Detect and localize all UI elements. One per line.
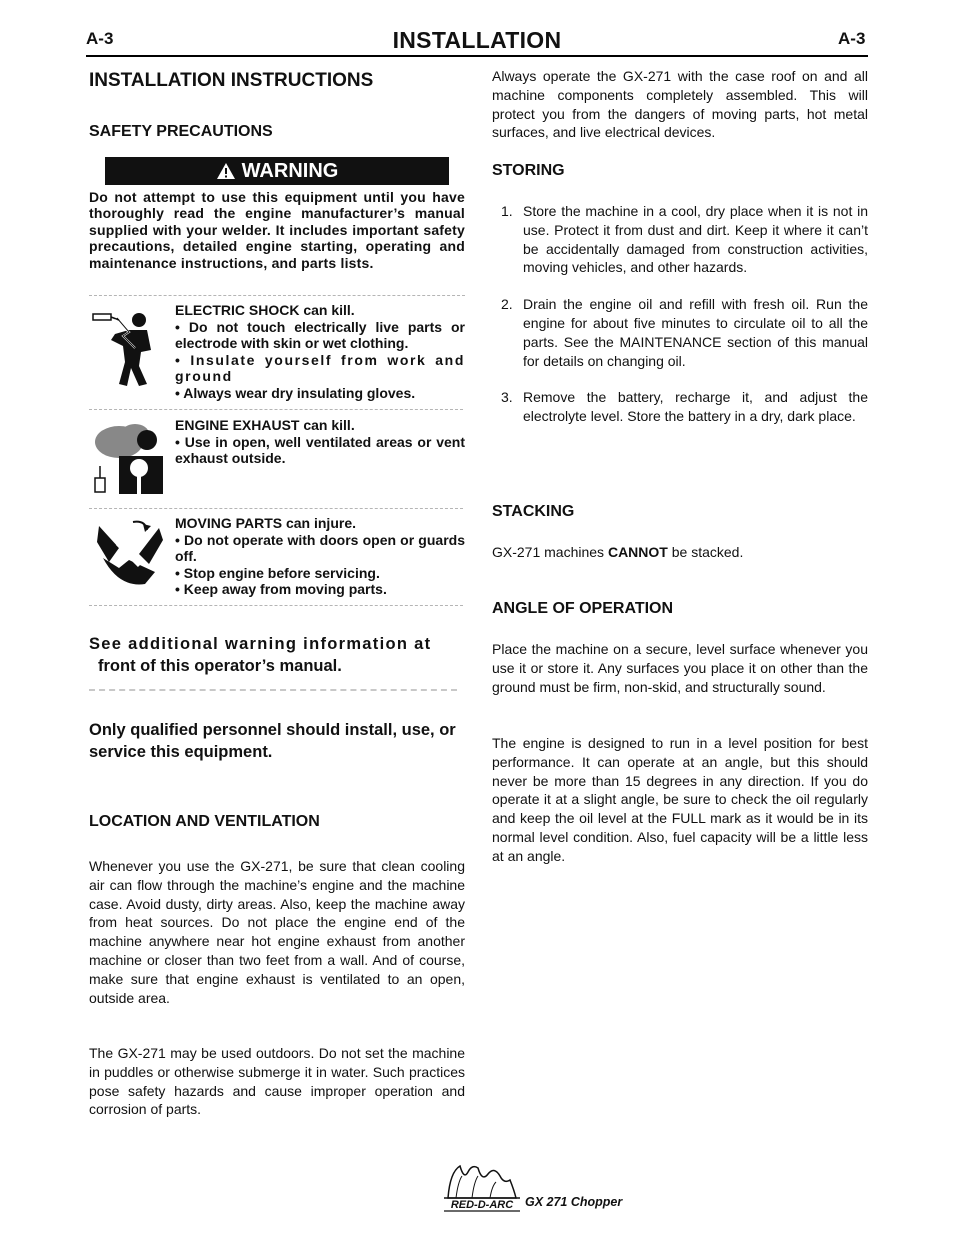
list-text: Remove the battery, recharge it, and adjust the electrolyte level. Store the battery in a dry, dark place. xyxy=(523,389,868,425)
hazard-title: MOVING PARTS can injure. xyxy=(175,515,356,531)
engine-exhaust-icon xyxy=(89,422,169,503)
storing-heading: STORING xyxy=(492,162,565,179)
angle-of-operation-heading: ANGLE OF OPERATION xyxy=(492,600,674,617)
divider xyxy=(89,295,465,296)
stacking-text xyxy=(492,543,868,562)
moving-parts-icon xyxy=(89,518,169,599)
location-paragraph-1: Whenever you use the GX-271, be sure that clean cooling air can flow through the machine’s engine and the machine case. Avoid dusty, dirty areas. Also, keep the machine away from heat sources. Do not place the engine end of the machine anywhere near hot engine exhaust from another machine or closer than two feet from a wall. And of course, make sure that engine exhaust is ventilated to an open, outside area. xyxy=(89,858,465,1006)
warning-label: WARNING xyxy=(241,159,339,182)
list-item xyxy=(492,388,868,426)
footer-model-name: GX 271 Chopper xyxy=(525,1195,623,1209)
hazard-title: ENGINE EXHAUST can kill. xyxy=(175,417,355,433)
location-ventilation-heading: LOCATION AND VENTILATION xyxy=(89,813,320,830)
angle-paragraph-1: Place the machine on a secure, level surface whenever you use it or store it. Any surfaces you place it on other than the ground must be firm, non-skid, and structurally sound. xyxy=(492,641,868,695)
location-paragraph-2: The GX-271 may be used outdoors. Do not set the machine in puddles or otherwise submerge it in water. Such practices pose safety hazards and cause improper operation and corrosion of parts. xyxy=(89,1045,465,1118)
hazard-engine-exhaust xyxy=(175,417,465,467)
hazard-line: • Always wear dry insulating gloves. xyxy=(175,384,416,401)
warning-triangle-icon xyxy=(216,162,236,180)
hazard-line: • Insulate yourself from work and ground xyxy=(175,351,465,384)
list-item xyxy=(492,202,868,277)
hazard-line: • Stop engine before servicing. xyxy=(175,564,380,581)
red-d-arc-logo xyxy=(442,1162,522,1217)
logo-text: RED-D-ARC xyxy=(450,1199,514,1211)
page-number-left: A-3 xyxy=(86,29,114,48)
installation-instructions-heading: INSTALLATION INSTRUCTIONS xyxy=(89,70,374,91)
hazard-line: • Do not touch electrically live parts or electrode with skin or wet clothing. xyxy=(175,318,465,351)
storing-list xyxy=(492,202,868,444)
warning-banner xyxy=(105,157,449,185)
list-text: Drain the engine oil and refill with fresh oil. Run the engine for about five minutes to circulate oil to all the parts. See the MAINTENANCE section of this manual for details on changing oil. xyxy=(523,296,868,369)
hazard-electric-shock xyxy=(175,302,465,401)
see-additional-line-1: See additional warning information at xyxy=(89,635,432,653)
stacking-heading: STACKING xyxy=(492,503,575,520)
list-number: 1. xyxy=(501,203,513,219)
angle-paragraph-2: The engine is designed to run in a level position for best performance. It can operate at an angle, but this should never be more than 15 degrees in any direction. If you do operate it at a slight angle, be sure to check the oil regularly and keep the oil level at the FULL mark as it would be in its normal level condition. Also, fuel capacity will be a little less at an angle. xyxy=(492,735,868,864)
qualified-personnel-note: Only qualified personnel should install, use, or service this equipment. xyxy=(89,721,456,761)
see-additional-line-2: front of this operator’s manual. xyxy=(98,657,342,675)
divider xyxy=(89,689,457,691)
electric-shock-icon xyxy=(89,306,169,395)
hazard-line: • Do not operate with doors open or guards off. xyxy=(175,531,465,564)
hazard-moving-parts xyxy=(175,515,465,598)
hazard-title: ELECTRIC SHOCK can kill. xyxy=(175,302,355,318)
list-item xyxy=(492,295,868,370)
stacking-post: be stacked. xyxy=(667,544,744,560)
section-title: INSTALLATION xyxy=(392,27,562,53)
hazard-line: • Keep away from moving parts. xyxy=(175,581,387,597)
list-number: 2. xyxy=(501,296,513,313)
see-additional-warning xyxy=(89,633,465,677)
divider xyxy=(89,409,463,410)
stacking-bold: CANNOT xyxy=(607,544,668,560)
safety-precautions-heading: SAFETY PRECAUTIONS xyxy=(89,123,273,140)
hazard-line: • Use in open, well ventilated areas or vent exhaust outside. xyxy=(175,433,465,466)
divider xyxy=(89,508,463,509)
stacking-pre: GX-271 machines xyxy=(492,544,608,560)
warning-text: Do not attempt to use this equipment until you have thoroughly read the engine manufacturer’s manual supplied with your welder. It includes important safety precautions, detailed engine starting, operating and maintenance instructions, and parts lists. xyxy=(89,189,465,271)
list-number: 3. xyxy=(501,389,513,406)
page-number-right: A-3 xyxy=(838,29,866,48)
intro-paragraph: Always operate the GX-271 with the case roof on and all machine components completely assembled. This will protect you from the dangers of moving parts, hot metal surfaces, and live electrical devices. xyxy=(492,68,868,141)
header-rule xyxy=(86,55,868,57)
list-text: Store the machine in a cool, dry place when it is not in use. Protect it from dust and dirt. Keep it where it can’t be accidentally damaged from construction activities, moving vehicles, and other hazards. xyxy=(523,203,868,276)
divider xyxy=(89,605,463,606)
